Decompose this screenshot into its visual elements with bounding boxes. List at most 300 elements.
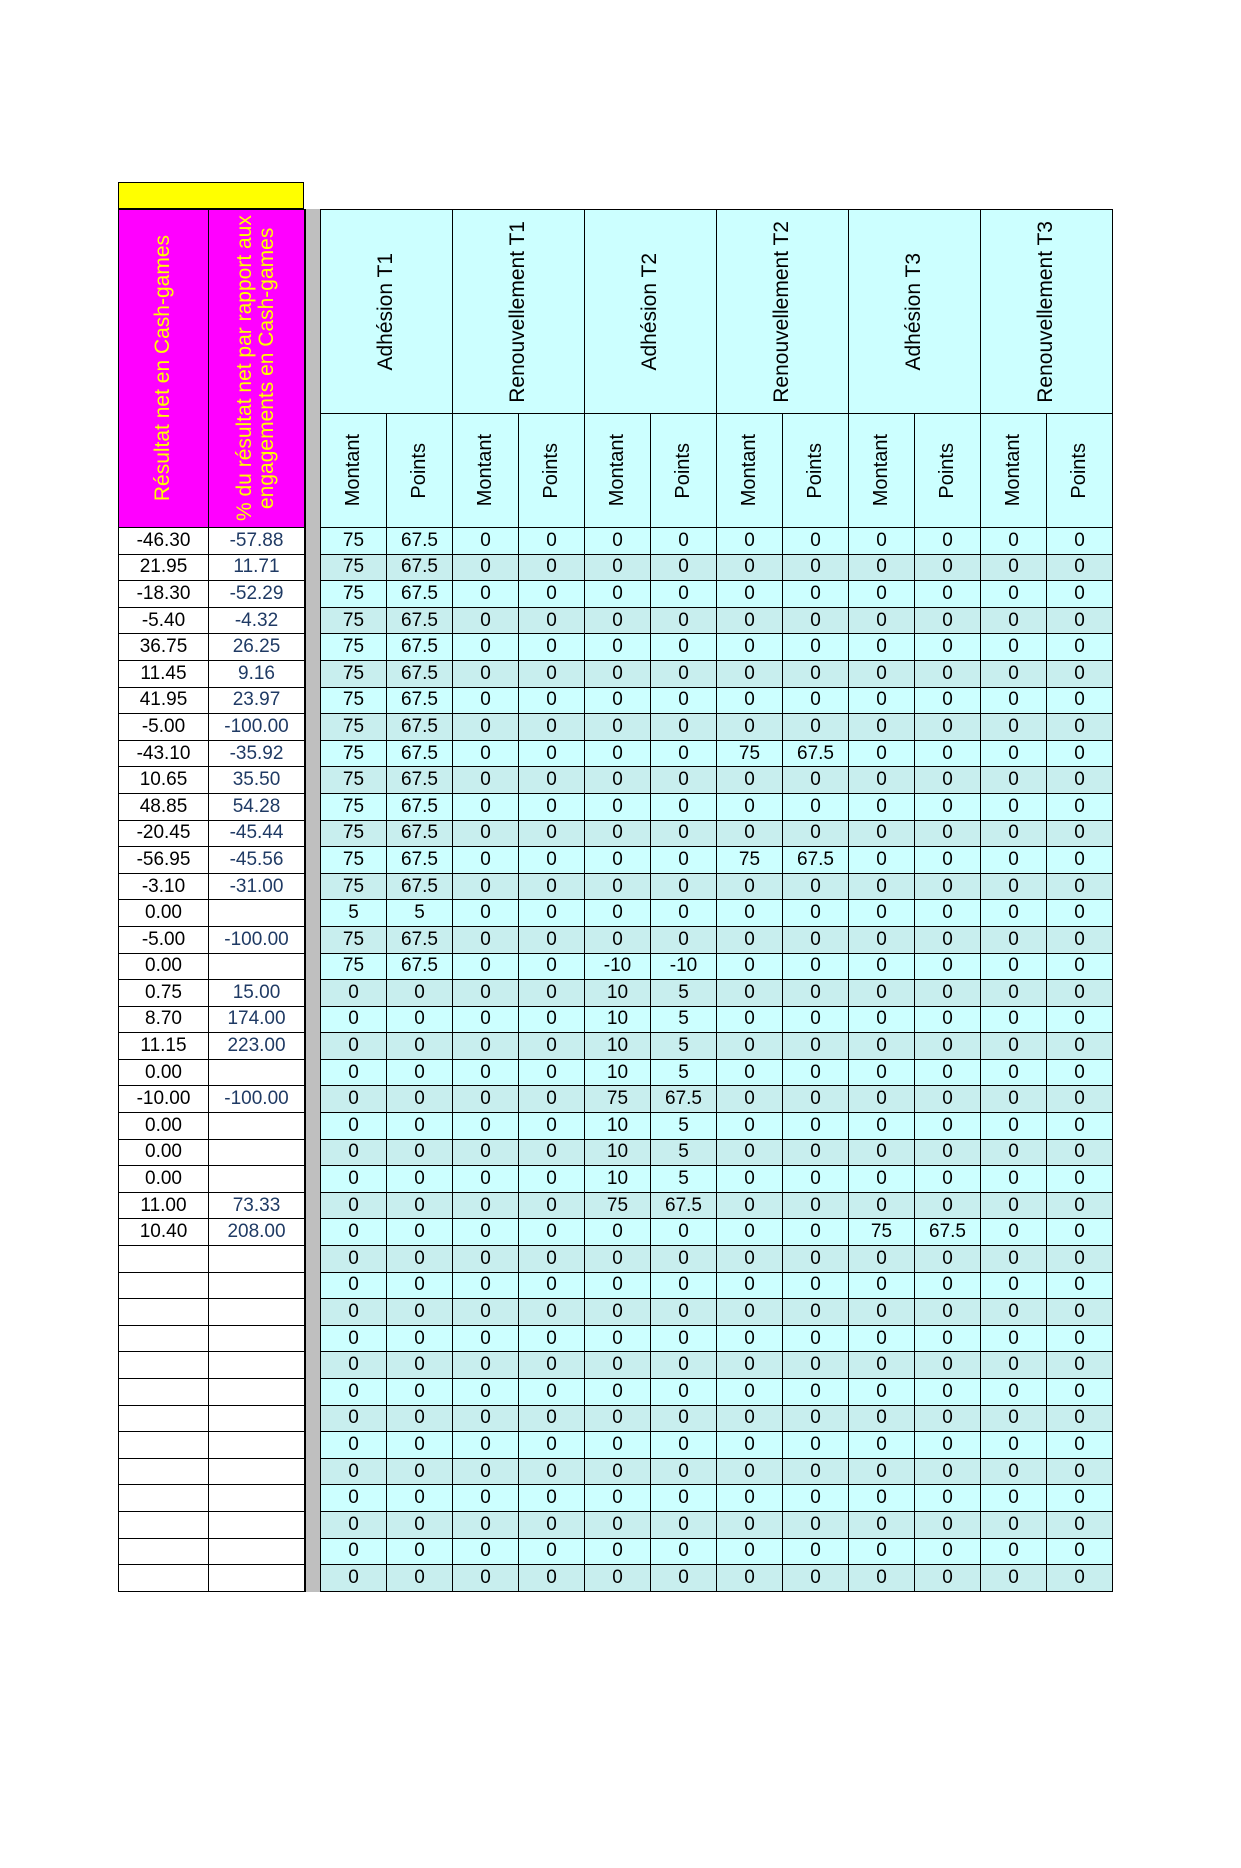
net-result-cell: -5.00 xyxy=(119,926,209,953)
amount-cell: 0 xyxy=(981,1485,1047,1512)
points-cell: 0 xyxy=(519,554,585,581)
amount-cell: 0 xyxy=(453,1299,519,1326)
points-cell: 0 xyxy=(1047,1139,1113,1166)
table-row xyxy=(321,1379,1113,1406)
sub-header xyxy=(321,414,387,528)
table-row xyxy=(321,847,1113,874)
amount-cell: 0 xyxy=(717,1565,783,1592)
table-row xyxy=(321,1565,1113,1592)
amount-cell: 0 xyxy=(981,1352,1047,1379)
amount-cell: 0 xyxy=(981,900,1047,927)
amount-cell: 0 xyxy=(717,1458,783,1485)
net-result-cell: 10.65 xyxy=(119,767,209,794)
points-cell: 67.5 xyxy=(387,926,453,953)
table-row xyxy=(321,1458,1113,1485)
table-row xyxy=(321,1405,1113,1432)
amount-cell: 0 xyxy=(717,900,783,927)
points-cell: 0 xyxy=(651,740,717,767)
amount-cell: 0 xyxy=(585,687,651,714)
points-cell: 67.5 xyxy=(387,714,453,741)
points-cell: 0 xyxy=(1047,926,1113,953)
points-cell: 0 xyxy=(519,873,585,900)
net-result-percent-cell: 15.00 xyxy=(209,980,305,1007)
group-header-label: Renouvellement T3 xyxy=(1034,220,1058,403)
amount-cell: 0 xyxy=(717,820,783,847)
points-cell: 0 xyxy=(1047,1086,1113,1113)
net-result-cell: -46.30 xyxy=(119,528,209,555)
amount-cell: 0 xyxy=(849,1006,915,1033)
amount-cell: 0 xyxy=(585,847,651,874)
gray-separator-strip xyxy=(305,209,320,1592)
points-cell: 0 xyxy=(519,1538,585,1565)
points-cell: 0 xyxy=(651,1299,717,1326)
group-header xyxy=(321,210,453,414)
amount-cell: 0 xyxy=(717,1485,783,1512)
amount-cell: 75 xyxy=(585,1192,651,1219)
points-cell: 0 xyxy=(783,793,849,820)
points-cell: 0 xyxy=(915,1192,981,1219)
net-result-percent-cell xyxy=(209,1139,305,1166)
amount-cell: 0 xyxy=(453,1192,519,1219)
amount-cell: 0 xyxy=(453,953,519,980)
net-result-cell xyxy=(119,1511,209,1538)
points-cell: 0 xyxy=(915,1538,981,1565)
sub-header xyxy=(783,414,849,528)
amount-cell: 0 xyxy=(321,1538,387,1565)
points-cell: 0 xyxy=(387,1139,453,1166)
net-result-cell: 21.95 xyxy=(119,554,209,581)
points-cell: 0 xyxy=(387,1352,453,1379)
points-cell: 0 xyxy=(915,1379,981,1406)
amount-cell: 0 xyxy=(453,1485,519,1512)
amount-cell: 0 xyxy=(453,1511,519,1538)
table-row xyxy=(119,767,305,794)
points-cell: 0 xyxy=(387,1405,453,1432)
amount-cell: 0 xyxy=(717,1352,783,1379)
amount-cell: 0 xyxy=(717,1033,783,1060)
amount-cell: 0 xyxy=(849,528,915,555)
points-cell: 0 xyxy=(387,1325,453,1352)
amount-cell: 0 xyxy=(981,740,1047,767)
net-result-cell xyxy=(119,1432,209,1459)
table-row xyxy=(321,1299,1113,1326)
points-cell: 0 xyxy=(783,1246,849,1273)
amount-cell: 0 xyxy=(849,1246,915,1273)
points-cell: 0 xyxy=(915,1113,981,1140)
sub-header-label: Points xyxy=(804,442,826,499)
points-cell: 0 xyxy=(387,1192,453,1219)
points-cell: 67.5 xyxy=(651,1086,717,1113)
group-header xyxy=(717,210,849,414)
amount-cell: 0 xyxy=(585,528,651,555)
points-cell: 0 xyxy=(915,873,981,900)
points-cell: 0 xyxy=(915,1405,981,1432)
amount-cell: 0 xyxy=(453,873,519,900)
amount-cell: 0 xyxy=(453,740,519,767)
net-result-percent-cell: -57.88 xyxy=(209,528,305,555)
points-cell: 0 xyxy=(519,1352,585,1379)
points-cell: 0 xyxy=(519,793,585,820)
net-result-cell: 11.15 xyxy=(119,1033,209,1060)
amount-cell: 0 xyxy=(585,1565,651,1592)
amount-cell: 0 xyxy=(717,1272,783,1299)
amount-cell: 5 xyxy=(321,900,387,927)
points-cell: 5 xyxy=(651,1059,717,1086)
amount-cell: 0 xyxy=(981,1246,1047,1273)
amount-cell: 0 xyxy=(717,581,783,608)
points-cell: 0 xyxy=(387,1565,453,1592)
points-cell: 0 xyxy=(915,660,981,687)
net-result-cell: 11.00 xyxy=(119,1192,209,1219)
points-cell: 67.5 xyxy=(915,1219,981,1246)
amount-cell: 0 xyxy=(453,1086,519,1113)
points-cell: 0 xyxy=(1047,1485,1113,1512)
table-row xyxy=(321,1485,1113,1512)
amount-cell: 0 xyxy=(981,1511,1047,1538)
table-row xyxy=(119,1432,305,1459)
points-cell: 0 xyxy=(1047,767,1113,794)
amount-cell: 0 xyxy=(717,1299,783,1326)
amount-cell: 75 xyxy=(321,740,387,767)
points-cell: 0 xyxy=(915,714,981,741)
points-cell: 67.5 xyxy=(783,847,849,874)
points-cell: 0 xyxy=(651,1219,717,1246)
amount-cell: 0 xyxy=(849,1458,915,1485)
amount-cell: 10 xyxy=(585,1059,651,1086)
points-cell: 0 xyxy=(1047,528,1113,555)
table-row xyxy=(321,660,1113,687)
amount-cell: 0 xyxy=(585,581,651,608)
amount-cell: 0 xyxy=(849,714,915,741)
group-header-label: Renouvellement T2 xyxy=(770,220,794,403)
points-cell: 0 xyxy=(651,607,717,634)
points-cell: 0 xyxy=(519,1139,585,1166)
sub-header-label: Montant xyxy=(474,434,496,507)
points-cell: 0 xyxy=(915,1485,981,1512)
points-cell: 0 xyxy=(783,634,849,661)
points-cell: 67.5 xyxy=(387,607,453,634)
points-cell: 5 xyxy=(651,1113,717,1140)
points-cell: 0 xyxy=(387,1432,453,1459)
amount-cell: 0 xyxy=(321,1166,387,1193)
amount-cell: 0 xyxy=(849,1059,915,1086)
table-row xyxy=(321,1511,1113,1538)
points-cell: 0 xyxy=(783,1405,849,1432)
net-result-cell: 48.85 xyxy=(119,793,209,820)
points-cell: 0 xyxy=(1047,1405,1113,1432)
amount-cell: 0 xyxy=(585,1325,651,1352)
points-cell: 0 xyxy=(1047,1379,1113,1406)
points-cell: 0 xyxy=(519,581,585,608)
amount-cell: 0 xyxy=(849,1511,915,1538)
amount-cell: 0 xyxy=(981,1086,1047,1113)
table-row xyxy=(119,1113,305,1140)
table-row xyxy=(119,1272,305,1299)
points-cell: 0 xyxy=(651,1432,717,1459)
amount-cell: 75 xyxy=(321,581,387,608)
points-cell: 0 xyxy=(783,1219,849,1246)
membership-table xyxy=(320,209,1113,1592)
amount-cell: 0 xyxy=(849,1538,915,1565)
points-cell: 0 xyxy=(651,873,717,900)
table-row xyxy=(321,1086,1113,1113)
points-cell: 0 xyxy=(519,1565,585,1592)
net-result-cell: -20.45 xyxy=(119,820,209,847)
table-row xyxy=(321,634,1113,661)
net-result-cell: 0.00 xyxy=(119,1166,209,1193)
table-row xyxy=(119,687,305,714)
points-cell: 0 xyxy=(783,1059,849,1086)
points-cell: 0 xyxy=(1047,1192,1113,1219)
net-result-percent-cell xyxy=(209,1325,305,1352)
sub-header-label: Points xyxy=(1068,442,1090,499)
amount-cell: 0 xyxy=(981,554,1047,581)
amount-cell: 10 xyxy=(585,1166,651,1193)
amount-cell: 0 xyxy=(849,953,915,980)
points-cell: 0 xyxy=(783,1511,849,1538)
amount-cell: 0 xyxy=(717,1511,783,1538)
amount-cell: 0 xyxy=(849,1565,915,1592)
amount-cell: 75 xyxy=(321,687,387,714)
table-row xyxy=(321,1538,1113,1565)
points-cell: 0 xyxy=(1047,980,1113,1007)
amount-cell: 0 xyxy=(981,926,1047,953)
points-cell: 0 xyxy=(387,1299,453,1326)
amount-cell: 0 xyxy=(849,820,915,847)
points-cell: 0 xyxy=(915,687,981,714)
points-cell: 0 xyxy=(915,820,981,847)
amount-cell: 0 xyxy=(717,1405,783,1432)
amount-cell: 0 xyxy=(453,1432,519,1459)
table-row xyxy=(321,926,1113,953)
group-header xyxy=(981,210,1113,414)
table-row xyxy=(119,793,305,820)
amount-cell: 0 xyxy=(981,1458,1047,1485)
net-result-percent-cell xyxy=(209,953,305,980)
amount-cell: 0 xyxy=(321,1405,387,1432)
points-cell: 0 xyxy=(387,1059,453,1086)
amount-cell: 75 xyxy=(585,1086,651,1113)
sub-header-label: Points xyxy=(672,442,694,499)
sub-header xyxy=(387,414,453,528)
sub-header-label: Montant xyxy=(870,434,892,507)
sub-header xyxy=(717,414,783,528)
amount-cell: 0 xyxy=(585,607,651,634)
points-cell: 0 xyxy=(519,634,585,661)
amount-cell: 0 xyxy=(717,1246,783,1273)
amount-cell: 0 xyxy=(849,1139,915,1166)
points-cell: 0 xyxy=(651,1352,717,1379)
net-result-percent-cell xyxy=(209,1272,305,1299)
net-result-percent-cell xyxy=(209,1113,305,1140)
table-row xyxy=(119,1379,305,1406)
group-header-label: Adhésion T3 xyxy=(902,252,926,371)
amount-cell: 0 xyxy=(849,1113,915,1140)
net-result-cell: -3.10 xyxy=(119,873,209,900)
table-row xyxy=(119,873,305,900)
amount-cell: 0 xyxy=(453,926,519,953)
points-cell: 0 xyxy=(915,847,981,874)
points-cell: 0 xyxy=(783,1086,849,1113)
points-cell: 0 xyxy=(1047,1432,1113,1459)
net-result-cell: 0.00 xyxy=(119,900,209,927)
amount-cell: 0 xyxy=(321,1379,387,1406)
amount-cell: 0 xyxy=(849,1432,915,1459)
points-cell: 0 xyxy=(1047,1059,1113,1086)
amount-cell: 0 xyxy=(849,1299,915,1326)
points-cell: 0 xyxy=(1047,740,1113,767)
amount-cell: 0 xyxy=(981,607,1047,634)
points-cell: 0 xyxy=(783,1033,849,1060)
points-cell: 0 xyxy=(651,820,717,847)
amount-cell: 0 xyxy=(321,1246,387,1273)
amount-cell: 0 xyxy=(717,714,783,741)
points-cell: 5 xyxy=(387,900,453,927)
cash-games-results-table xyxy=(118,209,305,1592)
amount-cell: 0 xyxy=(453,554,519,581)
amount-cell: 0 xyxy=(717,1139,783,1166)
table-row xyxy=(321,1033,1113,1060)
points-cell: 0 xyxy=(1047,793,1113,820)
amount-cell: 0 xyxy=(717,873,783,900)
points-cell: 0 xyxy=(519,1059,585,1086)
points-cell: 0 xyxy=(519,1246,585,1273)
net-result-percent-cell: 11.71 xyxy=(209,554,305,581)
net-result-percent-cell: -31.00 xyxy=(209,873,305,900)
amount-cell: 0 xyxy=(849,1272,915,1299)
table-row xyxy=(119,847,305,874)
points-cell: 0 xyxy=(1047,1219,1113,1246)
net-result-percent-cell xyxy=(209,1511,305,1538)
amount-cell: 0 xyxy=(717,926,783,953)
points-cell: 0 xyxy=(519,1219,585,1246)
table-row xyxy=(321,1139,1113,1166)
points-cell: 0 xyxy=(783,1139,849,1166)
amount-cell: 0 xyxy=(981,687,1047,714)
amount-cell: 0 xyxy=(849,793,915,820)
amount-cell: 0 xyxy=(585,1485,651,1512)
points-cell: 0 xyxy=(915,1033,981,1060)
amount-cell: 0 xyxy=(981,980,1047,1007)
sub-header-label: Montant xyxy=(342,434,364,507)
points-cell: 67.5 xyxy=(651,1192,717,1219)
net-result-percent-cell: -100.00 xyxy=(209,714,305,741)
points-cell: 0 xyxy=(519,1299,585,1326)
amount-cell: 0 xyxy=(585,1272,651,1299)
amount-cell: 0 xyxy=(981,873,1047,900)
points-cell: 0 xyxy=(651,1485,717,1512)
table-row xyxy=(119,900,305,927)
group-header xyxy=(453,210,585,414)
amount-cell: 10 xyxy=(585,1113,651,1140)
net-result-cell: 8.70 xyxy=(119,1006,209,1033)
sub-header-label: Points xyxy=(408,442,430,499)
amount-cell: 0 xyxy=(321,1458,387,1485)
table-row xyxy=(321,687,1113,714)
points-cell: 0 xyxy=(519,1511,585,1538)
points-cell: 0 xyxy=(651,1538,717,1565)
amount-cell: 0 xyxy=(585,1219,651,1246)
points-cell: 0 xyxy=(387,1219,453,1246)
amount-cell: 0 xyxy=(453,660,519,687)
points-cell: 0 xyxy=(915,1246,981,1273)
points-cell: 0 xyxy=(519,1272,585,1299)
points-cell: 0 xyxy=(519,1113,585,1140)
points-cell: 0 xyxy=(915,980,981,1007)
points-cell: 0 xyxy=(387,1511,453,1538)
amount-cell: 0 xyxy=(453,847,519,874)
net-result-cell: 0.00 xyxy=(119,1113,209,1140)
amount-cell: 75 xyxy=(321,873,387,900)
amount-cell: 0 xyxy=(849,873,915,900)
net-result-percent-cell: 54.28 xyxy=(209,793,305,820)
amount-cell: 0 xyxy=(453,687,519,714)
amount-cell: 75 xyxy=(321,607,387,634)
points-cell: 0 xyxy=(783,1458,849,1485)
amount-cell: 75 xyxy=(321,953,387,980)
amount-cell: 0 xyxy=(849,687,915,714)
points-cell: 0 xyxy=(783,1485,849,1512)
amount-cell: 0 xyxy=(717,1006,783,1033)
amount-cell: 0 xyxy=(849,1405,915,1432)
net-result-percent-cell xyxy=(209,1538,305,1565)
points-cell: 0 xyxy=(1047,687,1113,714)
amount-cell: 0 xyxy=(981,1379,1047,1406)
table-row xyxy=(119,1246,305,1273)
points-cell: 0 xyxy=(783,528,849,555)
points-cell: 0 xyxy=(783,1432,849,1459)
points-cell: 0 xyxy=(519,820,585,847)
amount-cell: 0 xyxy=(981,1006,1047,1033)
table-row xyxy=(321,953,1113,980)
points-cell: 0 xyxy=(651,1405,717,1432)
net-result-cell xyxy=(119,1565,209,1592)
sub-header xyxy=(519,414,585,528)
table-row xyxy=(119,1033,305,1060)
amount-cell: 0 xyxy=(849,1166,915,1193)
points-cell: 0 xyxy=(915,634,981,661)
points-cell: 0 xyxy=(1047,634,1113,661)
points-cell: 0 xyxy=(915,1432,981,1459)
points-cell: 0 xyxy=(651,900,717,927)
amount-cell: 0 xyxy=(717,1192,783,1219)
table-row xyxy=(119,1325,305,1352)
amount-cell: 0 xyxy=(981,1113,1047,1140)
points-cell: 67.5 xyxy=(387,660,453,687)
amount-cell: 0 xyxy=(981,1405,1047,1432)
amount-cell: 0 xyxy=(849,926,915,953)
points-cell: 0 xyxy=(519,847,585,874)
net-result-percent-cell xyxy=(209,1246,305,1273)
table-row xyxy=(119,1139,305,1166)
group-header xyxy=(585,210,717,414)
amount-cell: 75 xyxy=(321,634,387,661)
amount-cell: 0 xyxy=(849,554,915,581)
amount-cell: 0 xyxy=(981,1033,1047,1060)
points-cell: 0 xyxy=(1047,1538,1113,1565)
net-result-percent-cell xyxy=(209,1565,305,1592)
net-result-cell: 0.00 xyxy=(119,1139,209,1166)
table-row xyxy=(119,926,305,953)
amount-cell: 0 xyxy=(981,1325,1047,1352)
table-row xyxy=(321,528,1113,555)
points-cell: 0 xyxy=(783,900,849,927)
points-cell: 0 xyxy=(1047,873,1113,900)
points-cell: 0 xyxy=(519,767,585,794)
amount-cell: 0 xyxy=(585,793,651,820)
amount-cell: 0 xyxy=(321,1299,387,1326)
amount-cell: 0 xyxy=(717,528,783,555)
